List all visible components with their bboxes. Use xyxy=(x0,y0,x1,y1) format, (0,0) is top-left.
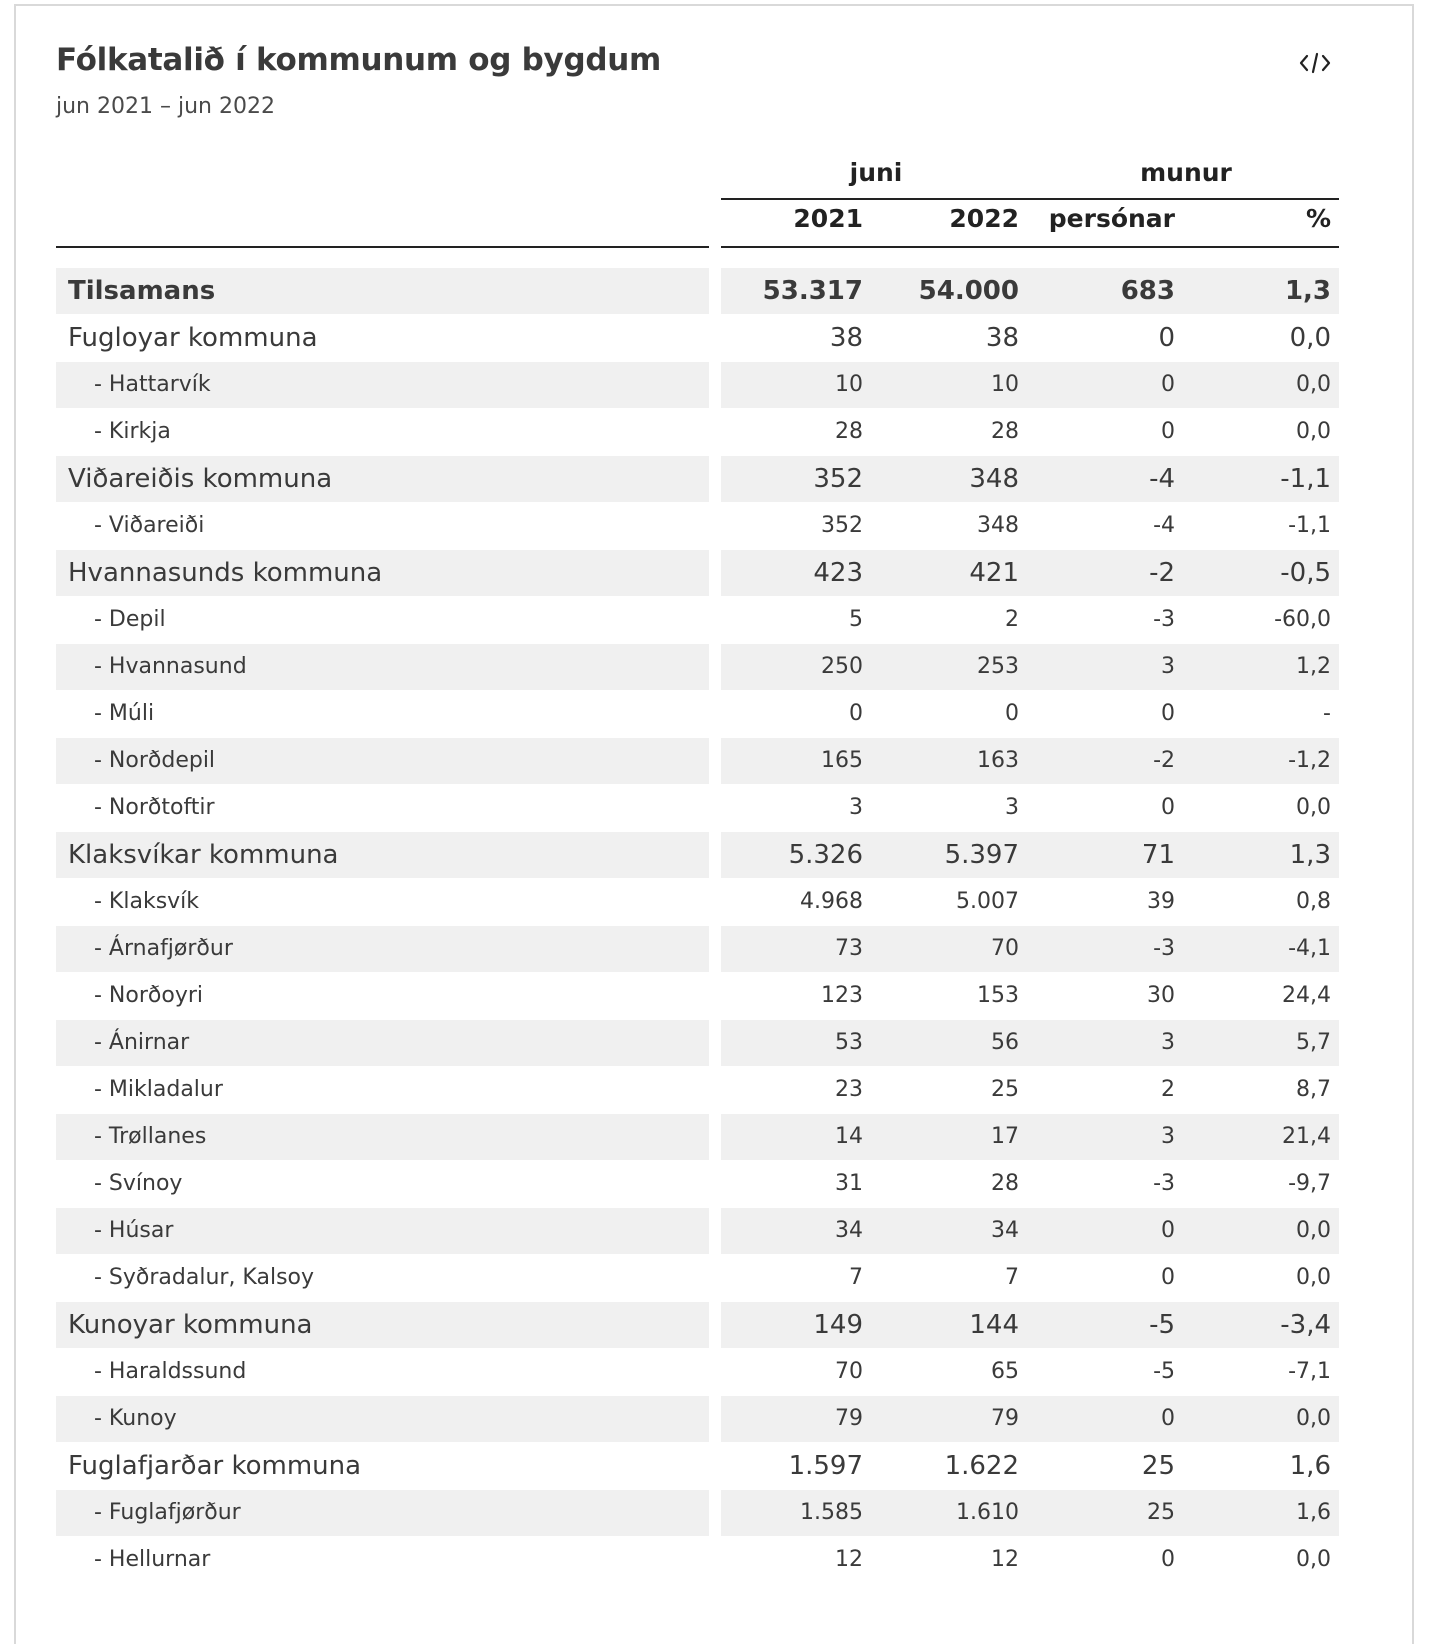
row-label: - Depil xyxy=(94,607,166,632)
row-label: - Árnafjørður xyxy=(94,936,233,961)
row-label: Hvannasunds kommuna xyxy=(68,558,383,588)
row-label: - Syðradalur, Kalsoy xyxy=(94,1265,315,1290)
cell-2021: 5.326 xyxy=(788,840,863,870)
table-row xyxy=(56,879,1380,926)
cell-2021: 31 xyxy=(835,1171,863,1196)
table-header-row xyxy=(56,200,1380,246)
row-label: - Haraldssund xyxy=(94,1359,247,1384)
table-row xyxy=(56,1255,1380,1302)
cell-diff-pct: -1,2 xyxy=(1288,748,1331,773)
cell-diff-pct: -1,1 xyxy=(1288,513,1331,538)
cell-diff-persons: 2 xyxy=(1161,1077,1175,1102)
table-row xyxy=(56,644,1380,691)
cell-2022: 25 xyxy=(991,1077,1019,1102)
header-col-2021: 2021 xyxy=(793,204,863,233)
table-row xyxy=(56,1396,1380,1443)
cell-2021: 4.968 xyxy=(800,889,863,914)
row-label: - Hattarvík xyxy=(94,372,211,397)
row-label: - Múli xyxy=(94,701,155,726)
cell-2022: 1.622 xyxy=(944,1451,1019,1481)
header-col-pct: % xyxy=(1305,204,1331,233)
table-row xyxy=(56,268,1380,315)
cell-diff-pct: 0,0 xyxy=(1296,1406,1331,1431)
cell-2021: 5 xyxy=(849,607,863,632)
cell-diff-pct: 0,0 xyxy=(1296,1265,1331,1290)
row-label: - Klaksvík xyxy=(94,889,200,914)
cell-diff-pct: 1,3 xyxy=(1289,840,1331,870)
cell-2022: 28 xyxy=(991,419,1019,444)
cell-2022: 5.007 xyxy=(956,889,1019,914)
cell-2022: 54.000 xyxy=(918,276,1019,306)
cell-2021: 73 xyxy=(835,936,863,961)
table-row xyxy=(56,832,1380,879)
table-row xyxy=(56,1020,1380,1067)
row-label: - Svínoy xyxy=(94,1171,183,1196)
header-col-2022: 2022 xyxy=(949,204,1019,233)
cell-diff-pct: 0,0 xyxy=(1296,372,1331,397)
row-label: - Húsar xyxy=(94,1218,174,1243)
row-label: Kunoyar kommuna xyxy=(68,1310,313,1340)
table-row xyxy=(56,1537,1380,1584)
table-row xyxy=(56,1490,1380,1537)
table-row xyxy=(56,1349,1380,1396)
table-row xyxy=(56,738,1380,785)
cell-2021: 10 xyxy=(835,372,863,397)
cell-diff-pct: 1,3 xyxy=(1284,276,1331,306)
cell-diff-persons: 30 xyxy=(1147,983,1175,1008)
cell-diff-pct: -9,7 xyxy=(1288,1171,1331,1196)
cell-2022: 79 xyxy=(991,1406,1019,1431)
cell-diff-persons: -2 xyxy=(1149,558,1175,588)
cell-2022: 34 xyxy=(991,1218,1019,1243)
cell-diff-persons: -3 xyxy=(1153,936,1175,961)
header-col-persons: persónar xyxy=(1048,204,1175,233)
cell-2021: 38 xyxy=(829,323,863,353)
row-label: - Ánirnar xyxy=(94,1030,190,1055)
cell-2022: 5.397 xyxy=(944,840,1019,870)
cell-2021: 70 xyxy=(835,1359,863,1384)
cell-2021: 53.317 xyxy=(762,276,863,306)
row-label: - Mikladalur xyxy=(94,1077,223,1102)
table-row xyxy=(56,597,1380,644)
cell-2022: 56 xyxy=(991,1030,1019,1055)
cell-diff-pct: 0,8 xyxy=(1296,889,1331,914)
cell-2021: 23 xyxy=(835,1077,863,1102)
cell-2021: 165 xyxy=(821,748,863,773)
population-table xyxy=(56,154,1380,1584)
cell-diff-persons: 71 xyxy=(1141,840,1175,870)
row-label: - Norðoyri xyxy=(94,983,203,1008)
cell-2021: 1.585 xyxy=(800,1500,863,1525)
header-divider-data xyxy=(721,246,1339,248)
table-row xyxy=(56,1114,1380,1161)
table-card xyxy=(14,4,1414,1644)
table-row xyxy=(56,1443,1380,1490)
cell-2021: 352 xyxy=(821,513,863,538)
cell-2022: 421 xyxy=(969,558,1019,588)
cell-diff-pct: 5,7 xyxy=(1296,1030,1331,1055)
cell-2021: 7 xyxy=(849,1265,863,1290)
cell-2021: 123 xyxy=(821,983,863,1008)
cell-diff-pct: -60,0 xyxy=(1274,607,1331,632)
cell-diff-pct: 0,0 xyxy=(1296,1218,1331,1243)
header-group-juni: juni xyxy=(849,158,903,187)
cell-2021: 0 xyxy=(849,701,863,726)
cell-2021: 28 xyxy=(835,419,863,444)
cell-2022: 28 xyxy=(991,1171,1019,1196)
cell-2022: 153 xyxy=(977,983,1019,1008)
cell-2022: 12 xyxy=(991,1547,1019,1572)
cell-2021: 14 xyxy=(835,1124,863,1149)
cell-2022: 0 xyxy=(1005,701,1019,726)
cell-2021: 12 xyxy=(835,1547,863,1572)
table-row xyxy=(56,1161,1380,1208)
row-label: - Viðareiði xyxy=(94,513,205,538)
cell-2021: 423 xyxy=(813,558,863,588)
cell-2022: 253 xyxy=(977,654,1019,679)
cell-2022: 7 xyxy=(1005,1265,1019,1290)
cell-2022: 70 xyxy=(991,936,1019,961)
cell-diff-persons: -4 xyxy=(1153,513,1175,538)
cell-2022: 163 xyxy=(977,748,1019,773)
cell-2022: 17 xyxy=(991,1124,1019,1149)
cell-diff-pct: 0,0 xyxy=(1289,323,1331,353)
cell-diff-persons: 25 xyxy=(1147,1500,1175,1525)
page-title: Fólkatalið í kommunum og bygdum xyxy=(56,42,661,78)
cell-diff-persons: 0 xyxy=(1161,1406,1175,1431)
cell-diff-persons: 0 xyxy=(1161,1265,1175,1290)
cell-diff-pct: - xyxy=(1323,701,1331,726)
cell-diff-persons: -3 xyxy=(1153,1171,1175,1196)
cell-diff-pct: 1,6 xyxy=(1289,1451,1331,1481)
table-row xyxy=(56,362,1380,409)
cell-diff-persons: 0 xyxy=(1161,1218,1175,1243)
cell-diff-pct: 0,0 xyxy=(1296,795,1331,820)
table-row xyxy=(56,550,1380,597)
row-label: - Kunoy xyxy=(94,1406,177,1431)
cell-diff-pct: 21,4 xyxy=(1282,1124,1331,1149)
cell-diff-persons: 3 xyxy=(1161,1030,1175,1055)
row-label: Klaksvíkar kommuna xyxy=(68,840,339,870)
row-label: - Hellurnar xyxy=(94,1547,211,1572)
cell-diff-persons: 0 xyxy=(1161,701,1175,726)
row-label: Fugloyar kommuna xyxy=(68,323,318,353)
cell-2021: 352 xyxy=(813,464,863,494)
cell-2021: 149 xyxy=(813,1310,863,1340)
cell-diff-pct: -7,1 xyxy=(1288,1359,1331,1384)
cell-2022: 348 xyxy=(969,464,1019,494)
cell-diff-persons: 3 xyxy=(1161,654,1175,679)
cell-diff-persons: -4 xyxy=(1149,464,1175,494)
cell-diff-pct: 24,4 xyxy=(1282,983,1331,1008)
cell-2021: 53 xyxy=(835,1030,863,1055)
table-row xyxy=(56,409,1380,456)
row-label: - Trøllanes xyxy=(94,1124,207,1149)
cell-diff-persons: 0 xyxy=(1161,372,1175,397)
cell-diff-pct: 1,6 xyxy=(1296,1500,1331,1525)
table-row xyxy=(56,785,1380,832)
header-divider-label xyxy=(56,246,709,248)
cell-diff-pct: 1,2 xyxy=(1296,654,1331,679)
cell-diff-persons: -3 xyxy=(1153,607,1175,632)
row-label: Tilsamans xyxy=(68,276,216,306)
cell-diff-persons: 0 xyxy=(1158,323,1175,353)
cell-diff-persons: 25 xyxy=(1141,1451,1175,1481)
cell-2022: 144 xyxy=(969,1310,1019,1340)
row-label: - Hvannasund xyxy=(94,654,247,679)
cell-diff-pct: 0,0 xyxy=(1296,1547,1331,1572)
row-label: Viðareiðis kommuna xyxy=(68,464,333,494)
row-label: - Kirkja xyxy=(94,419,171,444)
cell-diff-persons: -5 xyxy=(1153,1359,1175,1384)
cell-diff-pct: 0,0 xyxy=(1296,419,1331,444)
cell-2021: 250 xyxy=(821,654,863,679)
row-label: - Norðdepil xyxy=(94,748,216,773)
table-row xyxy=(56,1302,1380,1349)
cell-diff-persons: 0 xyxy=(1161,419,1175,444)
row-label: - Fuglafjørður xyxy=(94,1500,241,1525)
row-label: Fuglafjarðar kommuna xyxy=(68,1451,362,1481)
table-row xyxy=(56,973,1380,1020)
cell-diff-persons: 0 xyxy=(1161,1547,1175,1572)
header-group-munur: munur xyxy=(1140,158,1232,187)
cell-diff-persons: 683 xyxy=(1120,276,1175,306)
cell-diff-pct: -1,1 xyxy=(1280,464,1331,494)
row-label: - Norðtoftir xyxy=(94,795,215,820)
table-row xyxy=(56,315,1380,362)
cell-2022: 38 xyxy=(985,323,1019,353)
cell-2022: 2 xyxy=(1005,607,1019,632)
table-row xyxy=(56,1067,1380,1114)
cell-diff-persons: 3 xyxy=(1161,1124,1175,1149)
cell-2022: 3 xyxy=(1005,795,1019,820)
table-header-group-row xyxy=(56,154,1380,200)
cell-diff-pct: 8,7 xyxy=(1296,1077,1331,1102)
cell-diff-pct: -4,1 xyxy=(1288,936,1331,961)
cell-diff-pct: -3,4 xyxy=(1280,1310,1331,1340)
cell-2021: 1.597 xyxy=(788,1451,863,1481)
cell-2021: 3 xyxy=(849,795,863,820)
cell-2022: 10 xyxy=(991,372,1019,397)
table-body xyxy=(56,268,1380,1584)
table-row xyxy=(56,926,1380,973)
table-row xyxy=(56,691,1380,738)
cell-diff-persons: 0 xyxy=(1161,795,1175,820)
cell-2022: 1.610 xyxy=(956,1500,1019,1525)
table-row xyxy=(56,503,1380,550)
cell-2022: 348 xyxy=(977,513,1019,538)
code-icon[interactable] xyxy=(1298,50,1332,76)
cell-2021: 34 xyxy=(835,1218,863,1243)
table-row xyxy=(56,1208,1380,1255)
cell-diff-persons: -5 xyxy=(1149,1310,1175,1340)
cell-diff-persons: 39 xyxy=(1147,889,1175,914)
page-subtitle: jun 2021 – jun 2022 xyxy=(56,94,275,119)
cell-diff-persons: -2 xyxy=(1153,748,1175,773)
cell-2022: 65 xyxy=(991,1359,1019,1384)
table-row xyxy=(56,456,1380,503)
cell-diff-pct: -0,5 xyxy=(1280,558,1331,588)
cell-2021: 79 xyxy=(835,1406,863,1431)
